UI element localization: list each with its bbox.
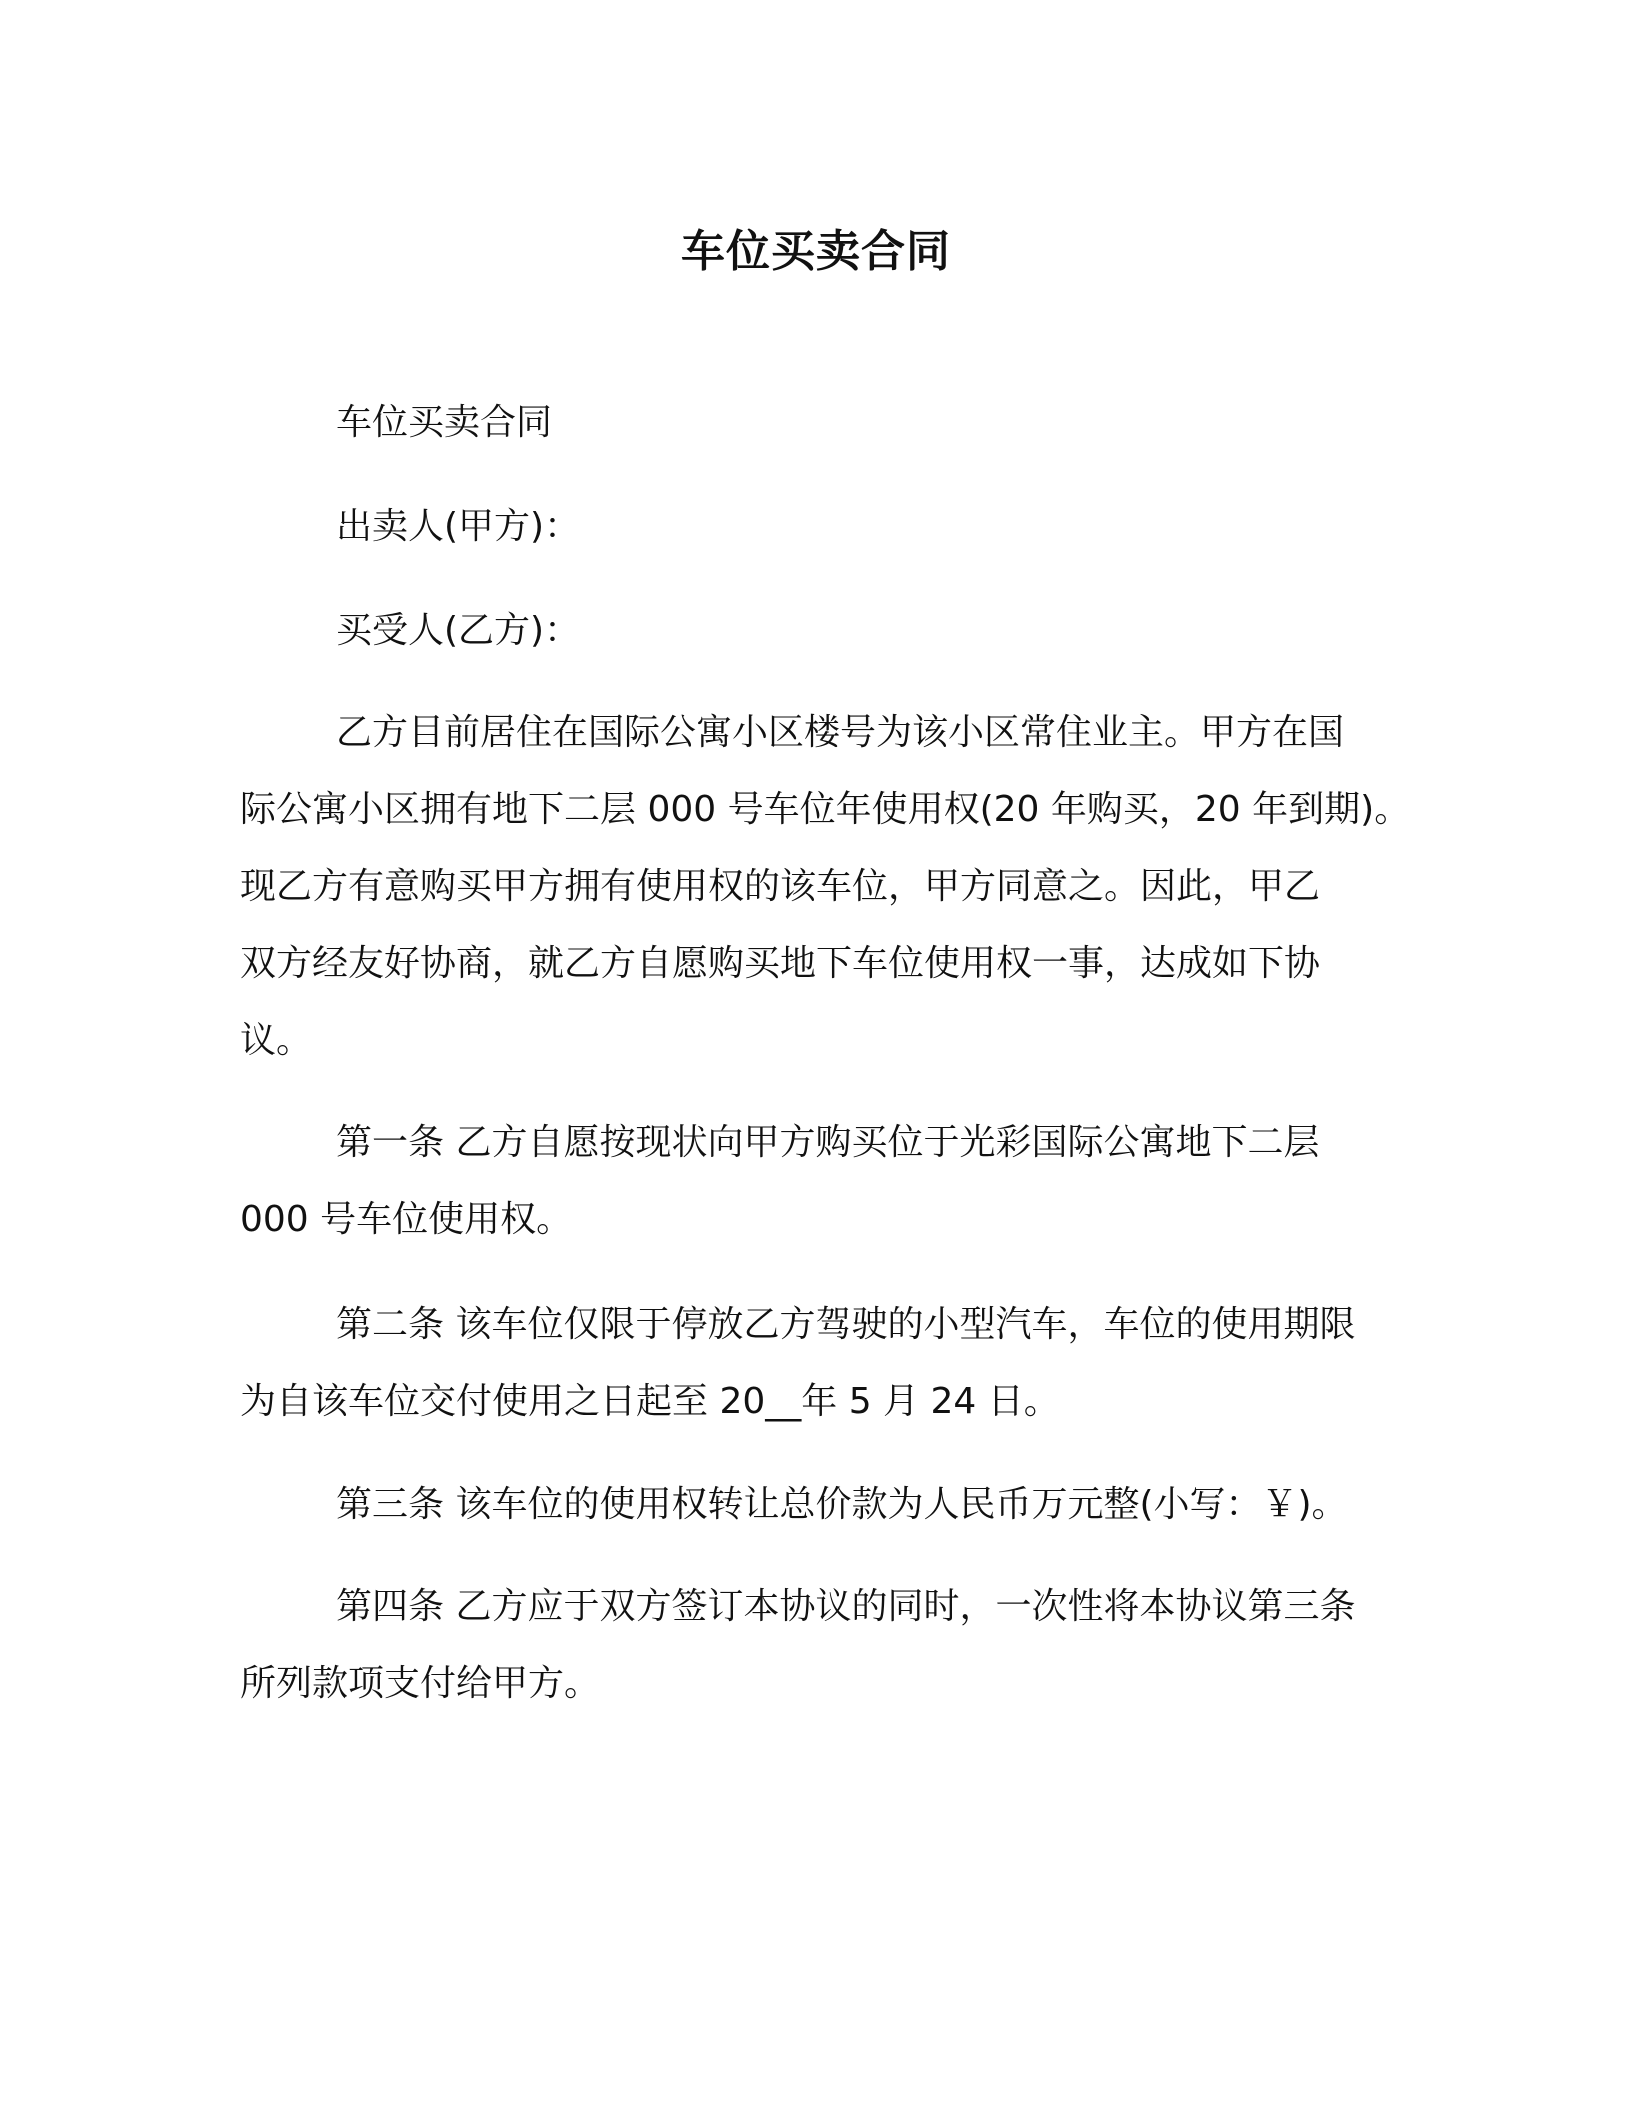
paragraph-buyer	[240, 592, 1400, 669]
paragraph-seller	[240, 488, 1400, 565]
text-line: 为自该车位交付使用之日起至 20__年 5 月 24 日。	[240, 1381, 1060, 1422]
paragraph-article-1	[240, 1104, 1400, 1258]
document-title: 车位买卖合同	[681, 226, 951, 277]
text-line: 乙方目前居住在国际公寓小区楼号为该小区常住业主。甲方在国	[336, 712, 1345, 753]
text-line: 000 号车位使用权。	[240, 1199, 573, 1240]
text-line: 买受人(乙方)：	[336, 610, 581, 651]
paragraph-preamble	[240, 694, 1411, 1079]
paragraph-article-3	[240, 1466, 1400, 1543]
text-line: 现乙方有意购买甲方拥有使用权的该车位，甲方同意之。因此，甲乙	[240, 866, 1321, 907]
text-line: 第一条 乙方自愿按现状向甲方购买位于光彩国际公寓地下二层	[336, 1122, 1320, 1163]
text-line: 第二条 该车位仅限于停放乙方驾驶的小型汽车，车位的使用期限	[336, 1304, 1356, 1345]
paragraph-article-2	[240, 1286, 1400, 1440]
text-line: 际公寓小区拥有地下二层 000 号车位年使用权(20 年购买，20 年到期)。	[240, 789, 1411, 830]
text-line: 所列款项支付给甲方。	[240, 1663, 601, 1704]
text-line: 第三条 该车位的使用权转让总价款为人民币万元整(小写：￥)。	[336, 1484, 1348, 1525]
text-line: 双方经友好协商，就乙方自愿购买地下车位使用权一事，达成如下协	[240, 943, 1321, 984]
text-line: 第四条 乙方应于双方签订本协议的同时，一次性将本协议第三条	[336, 1586, 1356, 1627]
paragraph-heading	[240, 384, 1400, 461]
text-line: 车位买卖合同	[336, 402, 553, 443]
text-line: 出卖人(甲方)：	[336, 506, 581, 547]
text-line: 议。	[240, 1020, 313, 1061]
paragraph-article-4	[240, 1568, 1400, 1722]
